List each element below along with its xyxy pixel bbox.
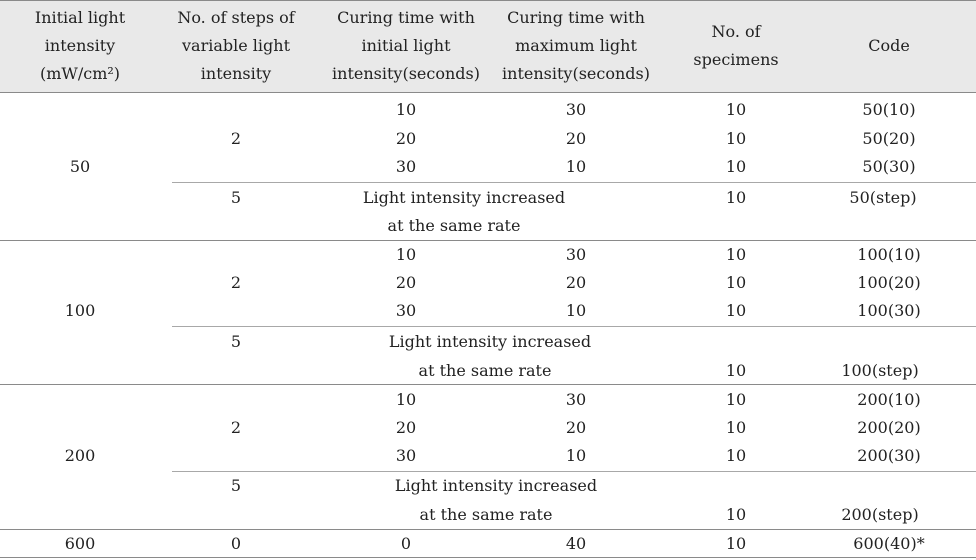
header-initial-light-intensity-line3: (mW/cm²) — [39, 64, 121, 83]
table-cell: 30 — [395, 301, 417, 320]
table-cell: 30 — [565, 245, 587, 264]
group-100-steps-5: 5 — [230, 332, 242, 351]
table-cell-code: 100(20) — [857, 273, 921, 292]
header-curing-max-line3: intensity(seconds) — [502, 64, 650, 83]
step-note-line2: at the same rate — [387, 216, 521, 235]
table-cell: 10 — [395, 245, 417, 264]
header-code: Code — [868, 36, 910, 55]
group-intensity-50: 50 — [69, 157, 91, 176]
table-cell: 10 — [565, 446, 587, 465]
table-cell: 10 — [725, 446, 747, 465]
rule-group-100-divider — [172, 326, 976, 327]
table-cell: 10 — [565, 157, 587, 176]
header-curing-initial-line2: initial light — [361, 36, 451, 55]
header-curing-initial-line3: intensity(seconds) — [332, 64, 480, 83]
table-cell-code: 100(30) — [857, 301, 921, 320]
group-100-steps-2: 2 — [230, 273, 242, 292]
table-cell-code: 200(10) — [857, 390, 921, 409]
table-cell-code: 200(step) — [841, 505, 919, 524]
final-row-max: 40 — [565, 534, 587, 553]
step-note-line1: Light intensity increased — [388, 332, 592, 351]
group-intensity-200: 200 — [64, 446, 96, 465]
header-initial-light-intensity-line2: intensity — [44, 36, 116, 55]
table-cell: 20 — [395, 418, 417, 437]
table-cell: 30 — [395, 446, 417, 465]
table-cell-code: 200(20) — [857, 418, 921, 437]
table-cell-code: 100(step) — [841, 361, 919, 380]
final-row-steps: 0 — [230, 534, 242, 553]
table-cell: 10 — [395, 100, 417, 119]
table-cell: 30 — [395, 157, 417, 176]
group-200-steps-5: 5 — [230, 476, 242, 495]
table-cell: 10 — [725, 390, 747, 409]
group-200-steps-2: 2 — [230, 418, 242, 437]
table-header-background — [0, 0, 976, 92]
table-cell: 20 — [395, 129, 417, 148]
table-cell-code: 100(10) — [857, 245, 921, 264]
table-cell-code: 200(30) — [857, 446, 921, 465]
table-cell: 20 — [395, 273, 417, 292]
step-note-line2: at the same rate — [419, 505, 553, 524]
rule-group-200-bottom — [0, 529, 976, 530]
table-cell: 10 — [395, 390, 417, 409]
table-cell: 10 — [725, 361, 747, 380]
table-cell: 10 — [725, 129, 747, 148]
table-cell: 10 — [725, 273, 747, 292]
table-cell: 30 — [565, 100, 587, 119]
table-cell-code: 50(step) — [849, 188, 917, 207]
header-num-steps-line2: variable light — [181, 36, 291, 55]
table-cell-code: 50(10) — [862, 100, 916, 119]
table-cell: 10 — [725, 245, 747, 264]
header-num-steps-line3: intensity — [200, 64, 272, 83]
rule-group-50-bottom — [0, 240, 976, 241]
step-note-line2: at the same rate — [418, 361, 552, 380]
group-50-steps-5: 5 — [230, 188, 242, 207]
table-cell: 10 — [565, 301, 587, 320]
final-row-intensity: 600 — [64, 534, 96, 553]
table-cell: 10 — [725, 157, 747, 176]
rule-header-bottom — [0, 92, 976, 93]
table-cell: 20 — [565, 273, 587, 292]
header-initial-light-intensity-line1: Initial light — [34, 8, 126, 27]
table-cell: 10 — [725, 100, 747, 119]
table-cell-code: 50(20) — [862, 129, 916, 148]
header-curing-max-line1: Curing time with — [507, 8, 645, 27]
rule-group-50-divider — [172, 182, 976, 183]
table-cell: 20 — [565, 418, 587, 437]
group-intensity-100: 100 — [64, 301, 96, 320]
header-curing-max-line2: maximum light — [515, 36, 637, 55]
final-row-initial: 0 — [400, 534, 412, 553]
table-cell: 10 — [725, 418, 747, 437]
step-note-line1: Light intensity increased — [362, 188, 566, 207]
table-cell: 10 — [725, 505, 747, 524]
header-curing-initial-line1: Curing time with — [337, 8, 475, 27]
table-cell: 20 — [565, 129, 587, 148]
header-num-specimens-line1: No. of — [711, 22, 761, 41]
table-cell: 10 — [725, 188, 747, 207]
group-50-steps-2: 2 — [230, 129, 242, 148]
header-num-specimens-line2: specimens — [693, 50, 779, 69]
header-num-steps-line1: No. of steps of — [177, 8, 295, 27]
step-note-line1: Light intensity increased — [394, 476, 598, 495]
final-row-specimens: 10 — [725, 534, 747, 553]
table-cell: 10 — [725, 301, 747, 320]
final-row-code: 600(40)* — [853, 534, 925, 553]
rule-top — [0, 0, 976, 1]
rule-table-bottom — [0, 557, 976, 558]
table-cell: 30 — [565, 390, 587, 409]
table-cell-code: 50(30) — [862, 157, 916, 176]
